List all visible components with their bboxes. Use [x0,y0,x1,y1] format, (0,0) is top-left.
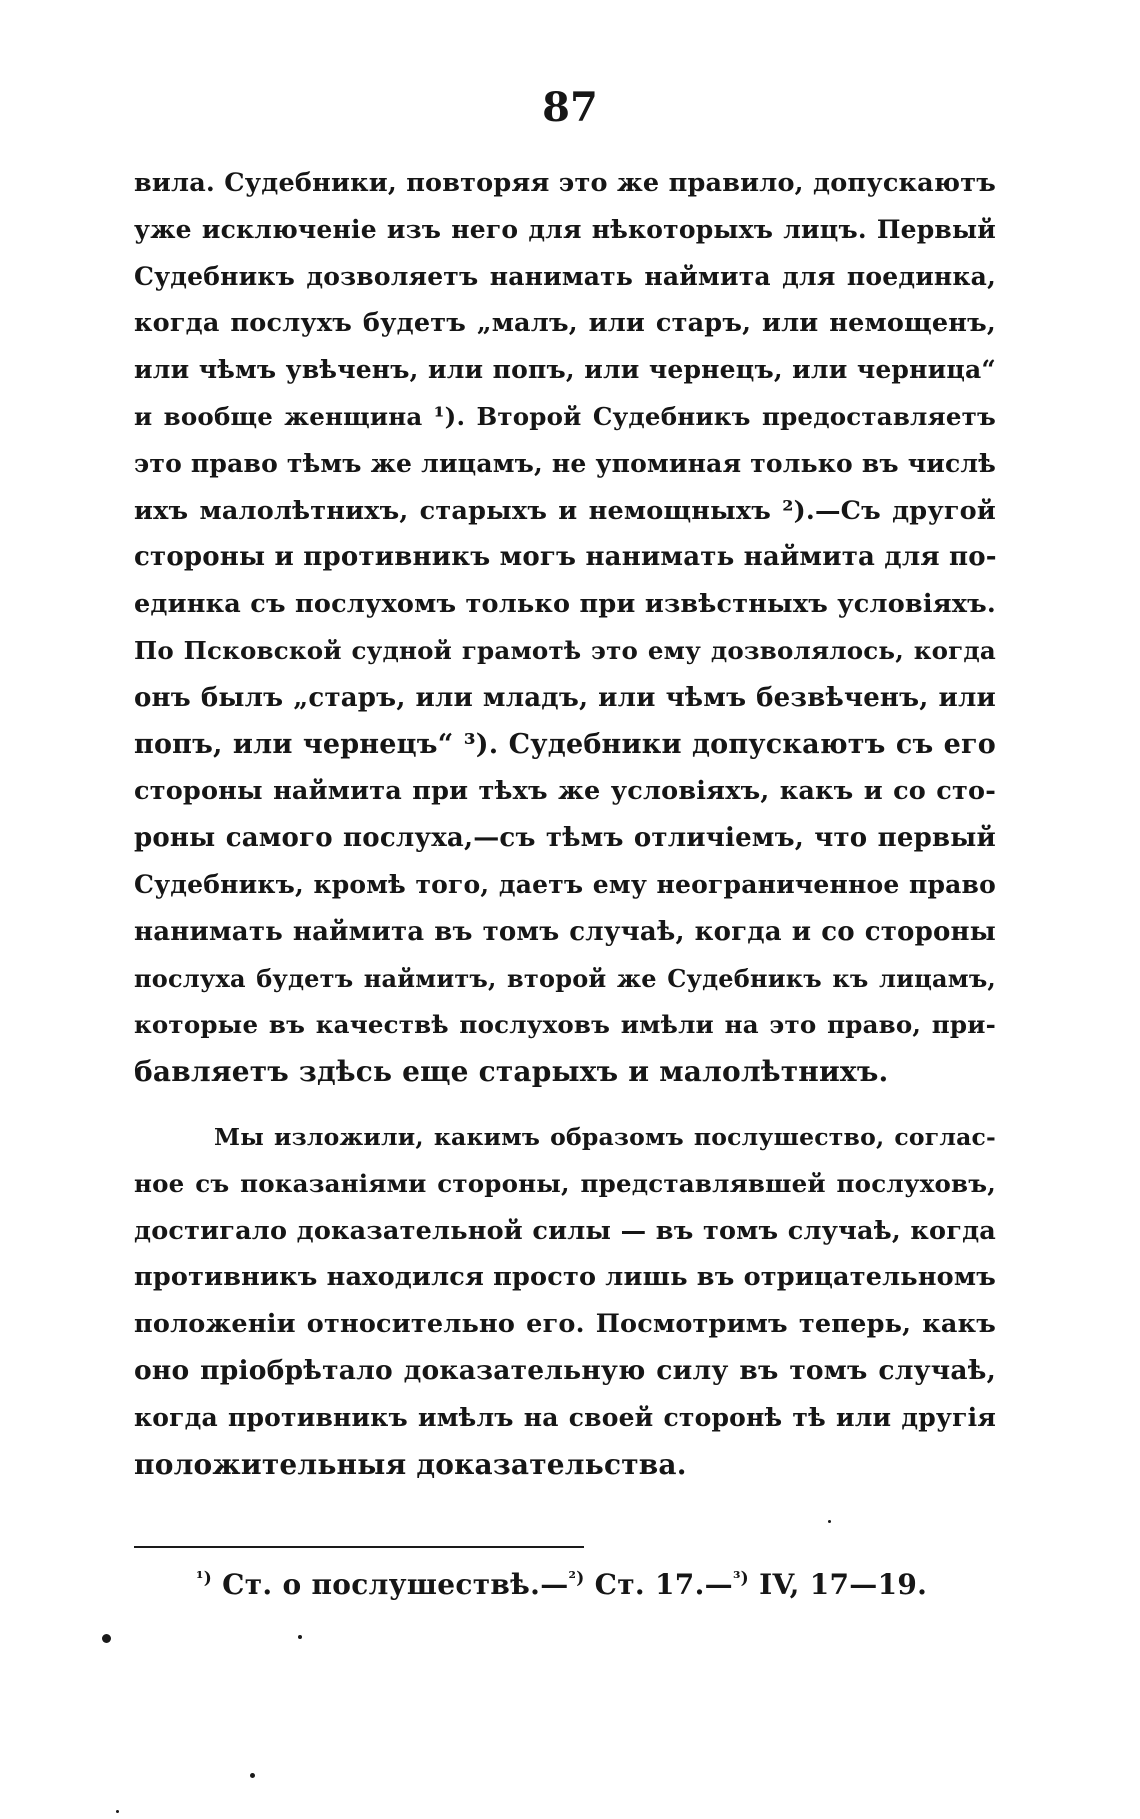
text-line: роны самого послуха,—съ тѣмъ отличіемъ, что первый [134,823,996,854]
text-line: достигало доказательной силы — въ томъ случаѣ, когда [134,1215,996,1246]
text-line: или чѣмъ увѣченъ, или попъ, или чернецъ, или черница“ [134,355,996,385]
text-line: ихъ малолѣтнихъ, старыхъ и немощныхъ ²).—Съ другой [134,495,996,526]
footnote-separator: — [540,1568,569,1601]
text-line: стороны наймита при тѣхъ же условіяхъ, какъ и со сто- [134,776,996,807]
scan-speck [116,1810,119,1813]
text-line: и вообще женщина ¹). Второй Судебникъ предоставляетъ [134,401,996,431]
footnote-mark: ³) [732,1568,750,1589]
paragraph-gap [134,1096,996,1114]
footnotes [196,1568,927,1601]
body-text [134,160,996,1488]
text-line: которые въ качествѣ послуховъ имѣли на это право, при- [134,1010,996,1040]
text-line: противникъ находился просто лишь въ отрицательномъ [134,1262,996,1293]
paragraph-2 [134,1114,996,1488]
scan-speck [102,1634,111,1643]
text-line: оно пріобрѣтало доказательную силу въ томъ случаѣ, [134,1354,996,1386]
page-number: 87 [542,84,598,131]
footnote-1 [196,1568,540,1601]
scan-speck [250,1773,255,1778]
text-line: это право тѣмъ же лицамъ, не упоминая только въ числѣ [134,448,996,478]
text-line: попъ, или чернецъ“ ³). Судебники допускаютъ съ его [134,728,996,760]
footnote-text: Ст. 17. [594,1568,705,1601]
footnote-mark: ¹) [196,1568,213,1589]
text-line: послуха будетъ наймитъ, второй же Судебникъ къ лицамъ, [134,963,996,993]
text-line: стороны и противникъ могъ нанимать наймита для по- [134,542,997,573]
text-line: когда противникъ имѣлъ на своей сторонѣ тѣ или другія [134,1402,996,1432]
footnote-text: Ст. о послушествѣ. [222,1568,541,1601]
text-line: нанимать наймита въ томъ случаѣ, когда и со стороны [134,916,996,947]
text-line: уже исключеніе изъ него для нѣкоторыхъ лицъ. Первый [134,214,996,244]
text-line: когда послухъ будетъ „малъ, или старъ, или немощенъ, [134,308,996,339]
footnote-separator: — [704,1568,733,1601]
scan-speck [298,1635,302,1639]
text-line: единка съ послухомъ только при извѣстныхъ условіяхъ. [134,589,996,620]
footnote-2 [569,1568,705,1601]
footnote-3 [733,1568,927,1601]
text-line: положительныя доказательства. [134,1447,687,1481]
text-line: онъ былъ „старъ, или младъ, или чѣмъ безвѣченъ, или [134,682,996,713]
text-line: вила. Судебники, повторяя это же правило, допускаютъ [134,168,996,198]
paragraph-1 [134,160,996,1096]
footnote-text: IV, 17—19. [759,1568,928,1601]
footnote-mark: ²) [568,1568,585,1589]
text-line: положеніи относительно его. Посмотримъ теперь, какъ [134,1309,996,1340]
text-line: Судебникъ, кромѣ того, даетъ ему неограниченное право [134,869,996,899]
text-line: бавляетъ здѣсь еще старыхъ и малолѣтнихъ. [134,1055,889,1089]
text-line: По Псковской судной грамотѣ это ему дозволялось, когда [134,635,996,665]
footnote-rule [134,1546,584,1548]
text-line: Мы изложили, какимъ образомъ послушество, соглас- [214,1122,996,1151]
scan-speck [828,1520,831,1523]
text-line: Судебникъ дозволяетъ нанимать наймита для поединка, [134,261,996,291]
text-line: ное съ показаніями стороны, представлявшей послуховъ, [134,1168,996,1198]
